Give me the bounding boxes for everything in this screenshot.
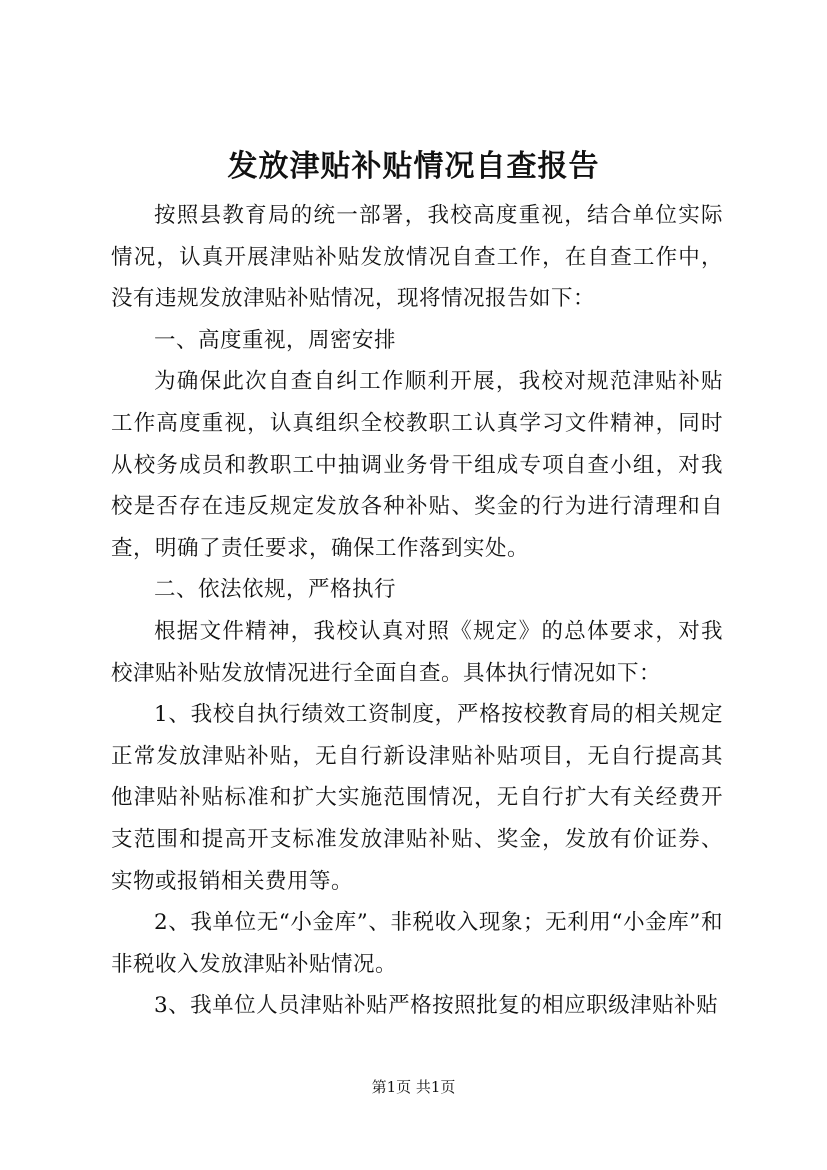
list-item-2: 2、我单位无“小金库”、非税收入现象；无利用“小金库”和非税收入发放津贴补贴情况。 — [111, 910, 723, 977]
document-title: 发放津贴补贴情况自查报告 — [227, 149, 600, 184]
page-footer: 第1页 共1页 — [371, 1078, 456, 1096]
section-heading-1: 一、高度重视，周密安排 — [154, 327, 397, 353]
list-item-1: 1、我校自执行绩效工资制度，严格按校教育局的相关规定正常发放津贴补贴，无自行新设津贴补贴项目，无自行提高其他津贴补贴标准和扩大实施范围情况，无自行扩大有关经费开支范围和提高开支标准发放津贴补贴、奖金，发放有价证券、实物或报销相关费用等。 — [111, 702, 723, 894]
paragraph-intro: 按照县教育局的统一部署，我校高度重视，结合单位实际情况，认真开展津贴补贴发放情况自查工作，在自查工作中，没有违规发放津贴补贴情况，现将情况报告如下： — [111, 203, 723, 312]
document-body — [111, 195, 723, 1027]
list-item-3: 3、我单位人员津贴补贴严格按照批复的相应职级津贴补贴 — [154, 993, 719, 1019]
paragraph-section-1: 为确保此次自查自纠工作顺利开展，我校对规范津贴补贴工作高度重视，认真组织全校教职工认真学习文件精神，同时从校务成员和教职工中抽调业务骨干组成专项自查小组，对我校是否存在违反规定发放各种补贴、奖金的行为进行清理和自查，明确了责任要求，确保工作落到实处。 — [111, 369, 723, 561]
section-heading-2: 二、依法依规，严格执行 — [154, 577, 397, 603]
paragraph-section-2: 根据文件精神，我校认真对照《规定》的总体要求，对我校津贴补贴发放情况进行全面自查。具体执行情况如下： — [111, 618, 723, 686]
